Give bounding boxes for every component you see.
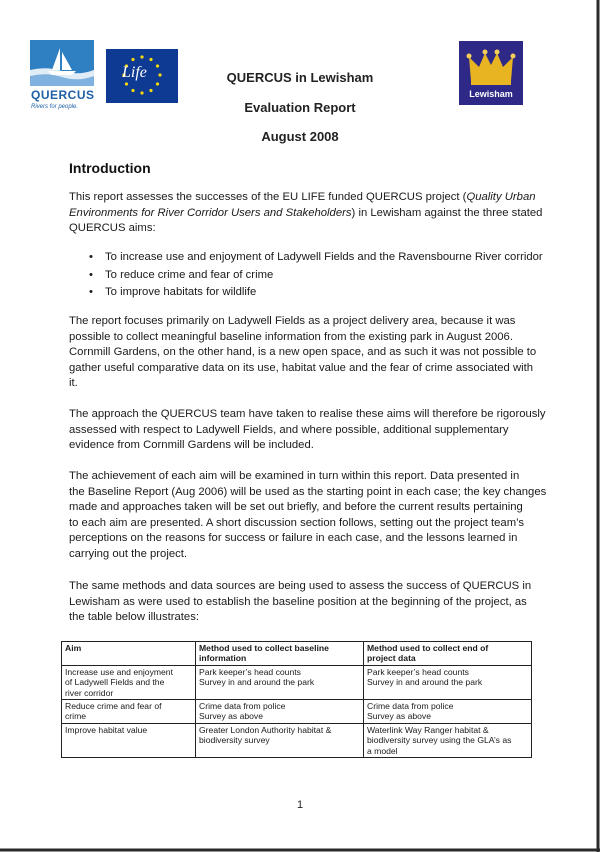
crown-icon	[459, 41, 523, 89]
table-cell	[364, 665, 532, 699]
header-end-method	[364, 642, 532, 666]
text-line: Cornmill Gardens, on the other hand, is a new open space, and as such it was not possible to	[69, 346, 537, 359]
text-line	[69, 206, 543, 222]
text-line: made and approaches taken will be set out briefly, and before the current results pertaining	[69, 501, 523, 514]
cell-line: Waterlink Way Ranger habitat &	[367, 724, 489, 735]
lewisham-logo	[459, 41, 523, 105]
list-item	[89, 284, 543, 302]
life-wordmark: Life	[122, 64, 147, 81]
intro-paragraph-1	[69, 190, 543, 237]
aim-text: To reduce crime and fear of crime	[105, 268, 274, 281]
table-row	[62, 700, 532, 724]
eu-life-logo	[106, 49, 178, 103]
lewisham-wordmark: Lewisham	[469, 89, 513, 99]
bullet-icon: •	[89, 268, 93, 281]
text-line: possible to collect meaningful baseline information from the existing park in August 2006.	[69, 330, 513, 343]
cell-line: crime	[65, 711, 87, 722]
cell-line: biodiversity survey using the GLA’s as	[367, 735, 512, 746]
cell-line: Aim	[65, 643, 82, 653]
cell-line: Survey as above	[367, 711, 432, 722]
text-line: the table below illustrates:	[69, 611, 199, 624]
table-cell	[364, 723, 532, 757]
bullet-icon: •	[89, 286, 93, 298]
text-line: the Baseline Report (Aug 2006) will be used as the starting point in each case; the key changes	[69, 485, 547, 498]
quercus-boat-emblem	[30, 40, 94, 86]
methods-table	[61, 641, 532, 758]
text-run: This report assesses the successes of the EU LIFE funded QUERCUS project (	[69, 191, 467, 203]
intro-paragraph-2	[69, 314, 537, 392]
text-line: it.	[69, 377, 78, 390]
page-number: 1	[296, 799, 304, 811]
bullet-icon: •	[89, 251, 93, 263]
cell-line: river corridor	[65, 687, 114, 698]
text-run-italic: Environments for River Corridor Users and Stakeholders	[69, 206, 352, 219]
report-subtitle: Evaluation Report	[244, 100, 356, 115]
cell-line: Improve habitat value	[65, 724, 148, 735]
text-line: The approach the QUERCUS team have taken to realise these aims will therefore be rigorously	[69, 408, 546, 420]
text-run-italic: Quality Urban	[466, 191, 536, 203]
cell-line: Survey as above	[199, 711, 264, 722]
text-line: The report focuses primarily on Ladywell Fields as a project delivery area, because it was	[69, 315, 516, 327]
text-line: QUERCUS aims:	[69, 222, 156, 235]
intro-paragraph-3	[69, 407, 546, 454]
cell-line: a model	[367, 745, 398, 756]
list-item	[89, 249, 543, 267]
cell-line: biodiversity survey	[199, 735, 270, 746]
text-line: to each aim are presented. A short discussion section follows, setting out the project team’s	[69, 516, 525, 529]
table-cell	[196, 700, 364, 724]
text-line: carrying out the project.	[69, 547, 188, 560]
table-cell	[62, 665, 196, 699]
quercus-tagline: Rivers for people.	[31, 104, 79, 110]
header-baseline-method	[196, 642, 364, 666]
aim-text: To increase use and enjoyment of Ladywell Fields and the Ravensbourne River corridor	[105, 251, 543, 263]
intro-paragraph-5	[69, 579, 537, 626]
introduction-heading: Introduction	[69, 160, 151, 176]
text-line: assessed with respect to Ladywell Fields, and where possible, additional supplementary	[69, 423, 509, 436]
table-cell	[62, 700, 196, 724]
report-title: QUERCUS in Lewisham	[226, 70, 374, 85]
cell-line: Park keeper’s head counts	[367, 666, 469, 677]
table-cell	[196, 723, 364, 757]
quercus-logo	[30, 40, 94, 116]
cell-line: Greater London Authority habitat &	[199, 724, 332, 735]
aim-text: To improve habitats for wildlife	[105, 286, 257, 298]
cell-line: Crime data from police	[367, 701, 454, 712]
intro-paragraph-4	[69, 469, 547, 563]
table-header-row	[62, 642, 532, 666]
aims-list	[89, 249, 543, 302]
text-line	[69, 190, 537, 206]
cell-line: Survey in and around the park	[199, 677, 315, 688]
text-run: ) in Lewisham against the three stated	[351, 206, 543, 219]
cell-line: Increase use and enjoyment	[65, 666, 173, 677]
cell-line: project data	[367, 653, 416, 664]
cell-line: Reduce crime and fear of	[65, 701, 162, 712]
cell-line: Method used to collect end of	[367, 643, 489, 653]
text-line: The achievement of each aim will be examined in turn within this report. Data presented in	[69, 470, 520, 482]
quercus-wordmark: QUERCUS	[31, 88, 95, 102]
cell-line: Survey in and around the park	[367, 677, 483, 688]
cell-line: Crime data from police	[199, 701, 286, 712]
text-line: Lewisham as were used to establish the baseline position at the beginning of the project, as	[69, 595, 527, 608]
list-item	[89, 267, 543, 285]
text-line: perceptions on the reasons for success or failure in each case, and the lessons learned in	[69, 532, 518, 545]
text-line: The same methods and data sources are being used to assess the success of QUERCUS in	[69, 580, 532, 592]
table-cell	[196, 665, 364, 699]
header-aim	[62, 642, 196, 666]
table-row	[62, 723, 532, 757]
text-line: gather useful comparative data on its use, habitat value and the fear of crime associated with	[69, 361, 534, 374]
table-row	[62, 665, 532, 699]
text-line: evidence from Cornmill Gardens will be included.	[69, 439, 314, 452]
table-cell	[364, 700, 532, 724]
report-date: August 2008	[261, 129, 339, 144]
cell-line: information	[199, 653, 247, 664]
table-cell	[62, 723, 196, 757]
cell-line: Park keeper’s head counts	[199, 666, 301, 677]
cell-line: Method used to collect baseline	[199, 643, 329, 653]
cell-line: of Ladywell Fields and the	[65, 677, 165, 688]
